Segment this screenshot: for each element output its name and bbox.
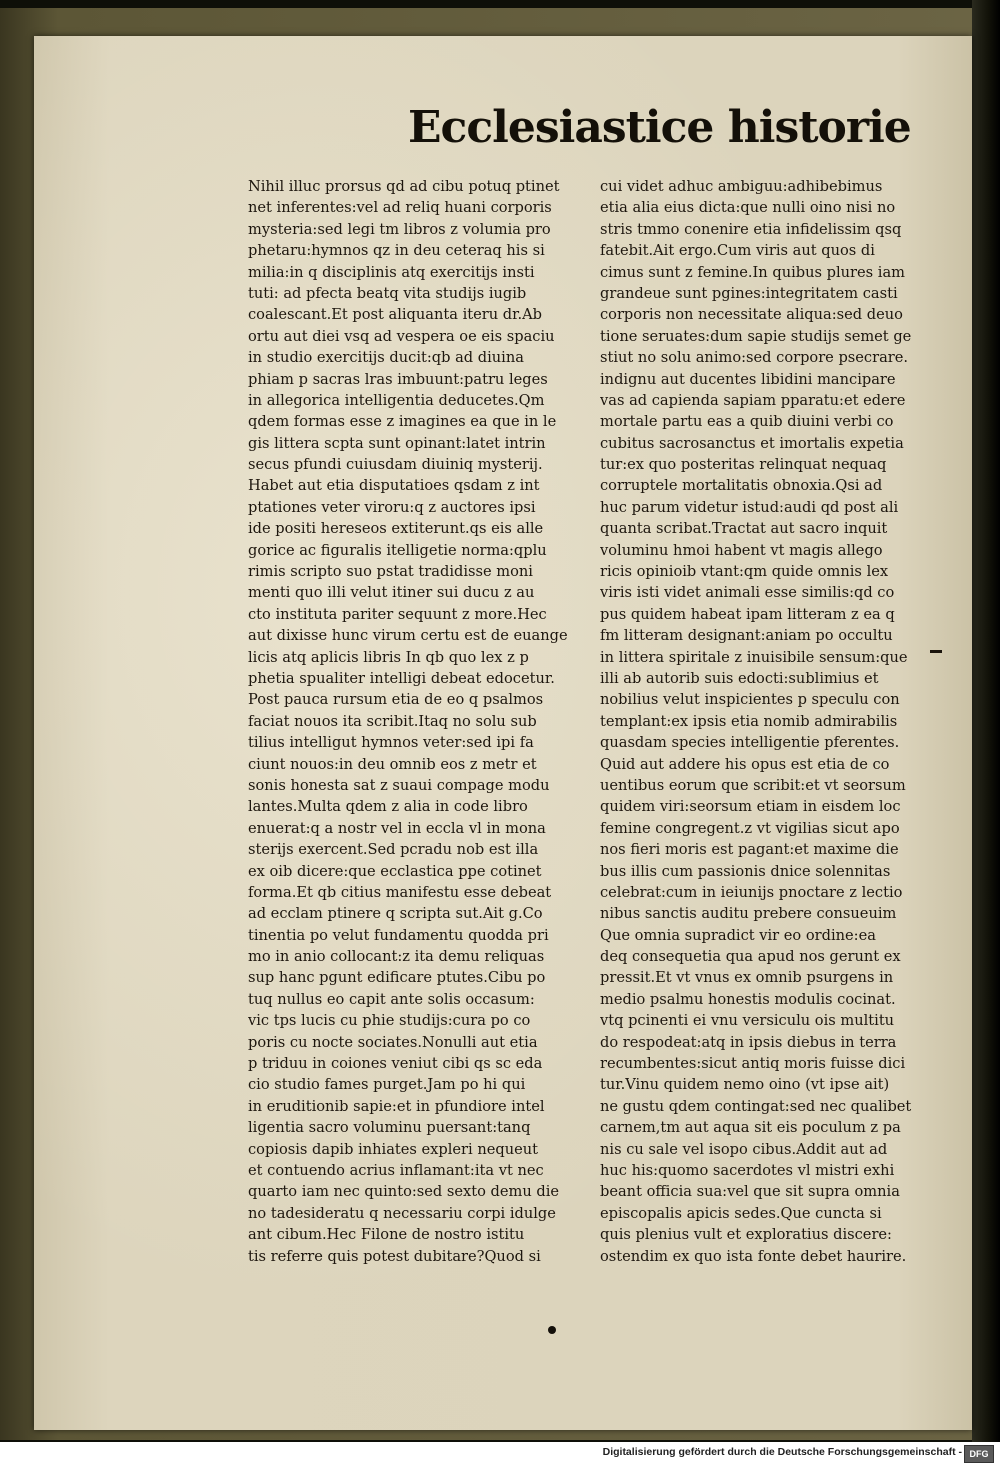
text-line: ex oib dicere:que ecclastica ppe cotinet — [248, 862, 542, 880]
text-line: Que omnia supradict vir eo ordine:ea — [600, 926, 876, 944]
text-line: vic tps lucis cu phie studijs:cura po co — [248, 1012, 531, 1030]
text-line: in littera spiritale z inuisibile sensum:que — [600, 648, 908, 666]
text-line: mortale partu eas a quib diuini verbi co — [600, 413, 894, 431]
text-line: tur.Vinu quidem nemo oino (vt ipse ait) — [600, 1076, 890, 1094]
text-line: quarto iam nec quinto:sed sexto demu die — [248, 1183, 560, 1201]
text-line: nobilius velut inspicientes p speculu con — [600, 691, 900, 709]
text-line: nibus sanctis auditu prebere consueuim — [600, 905, 897, 923]
text-line: corruptele mortalitatis obnoxia.Qsi ad — [600, 477, 883, 495]
text-line: pressit.Et vt vnus ex omnib psurgens in — [600, 969, 894, 987]
text-line: poris cu nocte sociates.Nonulli aut etia — [248, 1033, 538, 1051]
text-line: do respodeat:atq in ipsis diebus in terra — [600, 1033, 897, 1051]
text-line: aut dixisse hunc virum certu est de euange — [248, 627, 568, 645]
text-line: tinentia po velut fundamentu quodda pri — [248, 926, 549, 944]
text-line: mysteria:sed legi tm libros z volumia pro — [248, 220, 551, 238]
text-line: in eruditionib sapie:et in pfundiore intel — [248, 1097, 545, 1115]
text-line: ptationes veter viroru:q z auctores ipsi — [248, 498, 536, 516]
text-line: gis littera scpta sunt opinant:latet intrin — [248, 434, 546, 452]
text-line: nos fieri moris est pagant:et maxime die — [600, 841, 899, 859]
text-line: ant cibum.Hec Filone de nostro istitu — [248, 1226, 525, 1244]
text-line: indignu aut ducentes libidini mancipare — [600, 370, 896, 388]
text-line: femine congregent.z vt vigilias sicut apo — [600, 819, 900, 837]
text-line: vas ad capienda sapiam pparatu:et edere — [600, 391, 906, 409]
text-line: p triduu in coiones veniut cibi qs sc eda — [248, 1055, 543, 1073]
text-line: tuti: ad pfecta beatq vita studijs iugib — [248, 284, 527, 302]
text-line: ne gustu qdem contingat:sed nec qualibet — [600, 1097, 912, 1115]
text-line: bus illis cum passionis dnice solennitas — [600, 862, 891, 880]
text-line: fatebit.Ait ergo.Cum viris aut quos di — [600, 242, 875, 260]
text-line: net inferentes:vel ad reliq huani corporis — [248, 199, 552, 217]
book-spine — [972, 0, 1000, 1442]
text-line: coalescant.Et post aliquanta iteru dr.Ab — [248, 306, 543, 324]
text-line: lantes.Multa qdem z alia in code libro — [248, 798, 528, 816]
text-line: ligentia sacro voluminu puersant:tanq — [248, 1119, 531, 1137]
text-line: huc parum videtur istud:audi qd post ali — [600, 498, 899, 516]
text-line: ide positi hereseos extiterunt.qs eis alle — [248, 520, 544, 538]
text-line: ciunt nouos:in deu omnib eos z metr et — [248, 755, 537, 773]
margin-mark — [930, 650, 942, 653]
text-line: licis atq aplicis libris In qb quo lex z p — [248, 648, 529, 666]
text-column-right — [600, 176, 930, 1267]
text-line: quidem viri:seorsum etiam in eisdem loc — [600, 798, 901, 816]
text-line: Post pauca rursum etia de eo q psalmos — [248, 691, 544, 709]
text-line: illi ab autorib suis edocti:sublimius et — [600, 669, 879, 687]
text-line: cubitus sacrosanctus et imortalis expetia — [600, 434, 904, 452]
text-line: episcopalis apicis sedes.Que cuncta si — [600, 1204, 882, 1222]
text-line: no tadesideratu q necessariu corpi idulge — [248, 1204, 556, 1222]
text-line: beant officia sua:vel que sit supra omnia — [600, 1183, 900, 1201]
text-line: ad ecclam ptinere q scripta sut.Ait g.Co — [248, 905, 543, 923]
text-line: forma.Et qb citius manifestu esse debeat — [248, 883, 552, 901]
text-line: menti quo illi velut itiner sui ducu z au — [248, 584, 535, 602]
text-line: templant:ex ipsis etia nomib admirabilis — [600, 712, 898, 730]
text-line: sup hanc pgunt edificare ptutes.Cibu po — [248, 969, 546, 987]
text-column-left — [248, 176, 578, 1267]
text-line: stris tmmo conenire etia infidelissim qsq — [600, 220, 902, 238]
text-line: qdem formas esse z imagines ea que in le — [248, 413, 557, 431]
text-line: cui videt adhuc ambiguu:adhibebimus — [600, 178, 883, 195]
text-line: in studio exercitijs ducit:qb ad diuina — [248, 349, 524, 367]
text-line: Nihil illuc prorsus qd ad cibu potuq ptinet — [248, 178, 560, 195]
text-line: corporis non necessitate aliqua:sed deuo — [600, 306, 903, 324]
running-head: Ecclesiastice historie — [408, 102, 911, 153]
text-line: ricis opinioib vtant:qm quide omnis lex — [600, 563, 889, 581]
text-line: vtq pcinenti ei vnu versiculu ois multitu — [600, 1012, 895, 1030]
text-line: recumbentes:sicut antiq moris fuisse dici — [600, 1055, 906, 1073]
text-line: Quid aut addere his opus est etia de co — [600, 755, 890, 773]
text-line: phetaru:hymnos qz in deu ceteraq his si — [248, 242, 545, 260]
text-line: enuerat:q a nostr vel in eccla vl in mona — [248, 819, 546, 837]
text-line: in allegorica intelligentia deducetes.Qm — [248, 391, 545, 409]
signature-dot — [548, 1326, 556, 1334]
text-line: carnem,tm aut aqua sit eis poculum z pa — [600, 1119, 901, 1137]
text-line: Habet aut etia disputatioes qsdam z int — [248, 477, 540, 495]
dfg-logo-text: DFG — [969, 1449, 989, 1459]
dfg-logo-icon — [964, 1445, 994, 1463]
footer-bar — [0, 1442, 1000, 1466]
text-line: medio psalmu honestis modulis cocinat. — [600, 990, 896, 1008]
text-line: quasdam species intelligentie pferentes. — [600, 734, 900, 752]
text-line: fm litteram designant:aniam po occultu — [600, 627, 893, 645]
text-line: sterijs exercent.Sed pcradu nob est illa — [248, 841, 539, 859]
text-line: quanta scribat.Tractat aut sacro inquit — [600, 520, 888, 538]
text-line: tur:ex quo posteritas relinquat nequaq — [600, 456, 887, 474]
text-line: cimus sunt z femine.In quibus plures iam — [600, 263, 905, 281]
text-line: et contuendo acrius inflamant:ita vt nec — [248, 1161, 544, 1179]
text-line: grandeue sunt pgines:integritatem casti — [600, 284, 898, 302]
text-line: cio studio fames purget.Jam po hi qui — [248, 1076, 526, 1094]
text-line: voluminu hmoi habent vt magis allego — [600, 541, 883, 559]
text-line: quis plenius vult et exploratius discere: — [600, 1226, 892, 1244]
text-line: gorice ac figuralis itelligetie norma:qplu — [248, 541, 547, 559]
text-line: stiut no solu animo:sed corpore psecrare. — [600, 349, 909, 367]
text-line: tuq nullus eo capit ante solis occasum: — [248, 990, 535, 1008]
text-line: tis referre quis potest dubitare?Quod si — [248, 1247, 541, 1265]
funding-credit: Digitalisierung gefördert durch die Deutsche Forschungsgemeinschaft - — [602, 1446, 962, 1458]
text-line: rimis scripto suo pstat tradidisse moni — [248, 563, 533, 581]
text-line: sonis honesta sat z suaui compage modu — [248, 776, 550, 794]
text-line: tilius intelligut hymnos veter:sed ipi fa — [248, 734, 534, 752]
text-line: secus pfundi cuiusdam diuiniq mysterij. — [248, 456, 543, 474]
text-line: uentibus eorum que scribit:et vt seorsum — [600, 776, 906, 794]
text-line: ortu aut diei vsq ad vespera oe eis spaciu — [248, 327, 555, 345]
text-line: milia:in q disciplinis atq exercitijs insti — [248, 263, 535, 281]
text-line: nis cu sale vel isopo cibus.Addit aut ad — [600, 1140, 888, 1158]
text-line: phetia spualiter intelligi debeat edocetur. — [248, 669, 555, 687]
text-line: deq consequetia qua apud nos gerunt ex — [600, 948, 901, 966]
text-line: faciat nouos ita scribit.Itaq no solu sub — [248, 712, 537, 730]
text-line: mo in anio collocant:z ita demu reliquas — [248, 948, 545, 966]
text-line: phiam p sacras lras imbuunt:patru leges — [248, 370, 548, 388]
text-line: etia alia eius dicta:que nulli oino nisi no — [600, 199, 896, 217]
text-line: pus quidem habeat ipam litteram z ea q — [600, 605, 895, 623]
text-line: viris isti videt animali esse similis:qd co — [600, 584, 895, 602]
text-line: huc his:quomo sacerdotes vl mistri exhi — [600, 1161, 895, 1179]
text-line: cto instituta pariter sequunt z more.Hec — [248, 605, 547, 623]
text-line: tione seruates:dum sapie studijs semet ge — [600, 327, 912, 345]
text-line: copiosis dapib inhiates expleri nequeut — [248, 1140, 539, 1158]
text-line: celebrat:cum in ieiunijs pnoctare z lectio — [600, 883, 903, 901]
text-line: ostendim ex quo ista fonte debet haurire. — [600, 1247, 907, 1265]
